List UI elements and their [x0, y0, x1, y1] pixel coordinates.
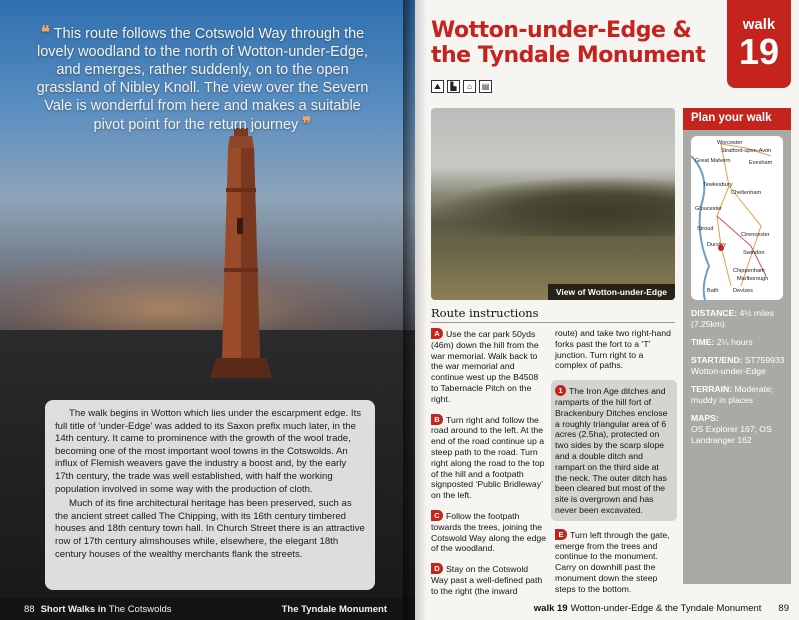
map-town-bath: Bath [707, 288, 719, 294]
pull-quote [30, 24, 375, 134]
footer-walk-label: walk 19 [533, 602, 568, 614]
map-town-gloucester: Gloucester [695, 206, 723, 212]
plan-panel [683, 130, 791, 584]
map-town-dursley: Dursley [707, 242, 726, 248]
footer-walk-title: Wotton-under-Edge & the Tyndale Monument [570, 602, 762, 614]
route-instructions-heading: Route instructions [431, 306, 539, 320]
walk-title: Wotton-under-Edge & the Tyndale Monument [431, 18, 706, 68]
step-badge: B [431, 414, 443, 425]
route-column-2 [555, 328, 677, 604]
terrain-icon: ▙ [447, 80, 460, 93]
plan-start-end: START/END: ST759933 Wotton-under-Edge [691, 355, 785, 376]
right-page-number: 89 [778, 602, 789, 614]
route-step-a: A Use the car park 50yds (46m) down the hill from the war memorial. Walk back to the war memorial and continue west up the B4508 to Tabernacle Pitch on the right. [431, 329, 539, 404]
plan-time: TIME: 2¼ hours [691, 337, 753, 347]
map-town-evesham: Evesham [749, 160, 773, 166]
left-section-title: The Tyndale Monument [281, 603, 387, 615]
view-photo [431, 108, 675, 300]
route-step-e: E Turn left through the gate, emerge from the trees and continue to the monument. Carry on downhill past the monument down the steep steps to the bottom. [555, 529, 670, 594]
hill-icon: ⛰ [431, 80, 444, 93]
right-page [415, 0, 799, 620]
route-step-d: D Stay on the Cotswold Way past a well-defined path to the right (the inward [431, 564, 543, 596]
map-town-stratford: Stratford-upon-Avon [721, 148, 772, 154]
quote-text: This route follows the Cotswold Way through the lovely woodland to the north of Wotton-under-Edge, and emerges, rather suddenly, on to the open grassland of Nibley Knoll. The view over the Severn Vale is wonderful from here and makes a suitable pivot point for the return journey [36, 26, 369, 133]
walk-number-tab [727, 0, 791, 88]
route-step-b: B Turn right and follow the road around to the left. At the end of the road continue up a steep path to the road. Turn right along the road to the top of the hill and a footpath signposted ‘Public Bridleway’ on the left. [431, 414, 545, 501]
quote-close-mark: ❞ [302, 114, 312, 133]
map-town-devizes: Devizes [733, 288, 753, 294]
walk-label: walk [742, 16, 776, 33]
map-town-marlborough: Marlborough [737, 276, 769, 282]
history-note: 1 The Iron Age ditches and ramparts of the hill fort of Brackenbury Ditches enclose a roughly triangular area of 6 acres (2.5ha), protected on two sides by the scarp slope and a double ditch and rampart on the third side at the neck. The outer ditch has been cleared but most of the site is overgrown and has never been excavated. [551, 380, 677, 521]
map-town-great-malvern: Great Malvern [695, 158, 731, 164]
plan-maps: MAPS: OS Explorer 167; OS Landranger 162 [691, 413, 772, 445]
note-badge: 1 [555, 385, 566, 396]
map-town-swindon: Swindon [743, 250, 765, 256]
route-column-1 [431, 328, 547, 606]
series-title-bold: Short Walks in [40, 603, 107, 615]
route-step-c: C Follow the footpath towards the trees, joining the Cotswold Way along the edge of the woodland. [431, 510, 547, 554]
plan-distance: DISTANCE: 4½ miles (7.25km) [691, 308, 774, 329]
terrain-icons [431, 80, 492, 93]
left-footer [0, 598, 415, 620]
right-footer [415, 596, 799, 620]
step-badge: C [431, 510, 443, 521]
walk-number: 19 [738, 31, 780, 72]
plan-details [691, 308, 789, 453]
step-badge: D [431, 563, 443, 574]
plan-your-walk-heading: Plan your walk [683, 108, 791, 130]
intro-text-box [45, 400, 375, 590]
quote-open-mark: ❝ [40, 23, 50, 42]
route-divider [431, 322, 675, 323]
series-title-rest: The Cotswolds [108, 603, 172, 615]
photo-trees [431, 176, 675, 236]
plan-terrain: TERRAIN: Moderate; muddy in places [691, 384, 774, 405]
step-badge: E [555, 529, 567, 540]
intro-paragraph-1: The walk begins in Wotton which lies under the escarpment edge. Its full title of ‘under-Edge’ was added to its Saxon prefix much later, in the 14th century. It came to prominence with the growth of the wool trade, becoming one of the most important wool towns in the Cotswolds. An influx of Flemish weavers gave the industry a boost and, by the early 17th century, the trade was well established, with half the working population involved in some way with the production of cloth. [55, 408, 362, 495]
book-gutter [403, 0, 427, 620]
info-icon: ▤ [479, 80, 492, 93]
locator-map [691, 136, 783, 300]
left-page-number: 88 [24, 603, 35, 615]
step-badge: A [431, 328, 443, 339]
tyndale-monument-photo [196, 128, 286, 378]
photo-caption: View of Wotton-under-Edge [548, 284, 675, 300]
route-step-d-continued: route) and take two right-hand forks past the fort to a ‘T’ junction. Turn right to a complex of paths. [555, 328, 671, 371]
map-town-chippenham: Chippenham [733, 268, 765, 274]
map-town-worcester: Worcester [717, 140, 743, 146]
map-town-cheltenham: Cheltenham [731, 190, 762, 196]
intro-paragraph-2: Much of its fine architectural heritage has been preserved, such as the ancient street called The Chipping, with its 16th century timbered houses and 18th century town hall. In Church Street there is an attractive row of 17th century almshouses while, elsewhere, the elegant 18th century houses of the wealthy merchants flank the streets. [55, 498, 365, 560]
map-town-tewkesbury: Tewkesbury [703, 182, 733, 188]
map-town-stroud: Stroud [697, 226, 714, 232]
pub-icon: ⌂ [463, 80, 476, 93]
map-town-cirencester: Cirencester [741, 232, 770, 238]
